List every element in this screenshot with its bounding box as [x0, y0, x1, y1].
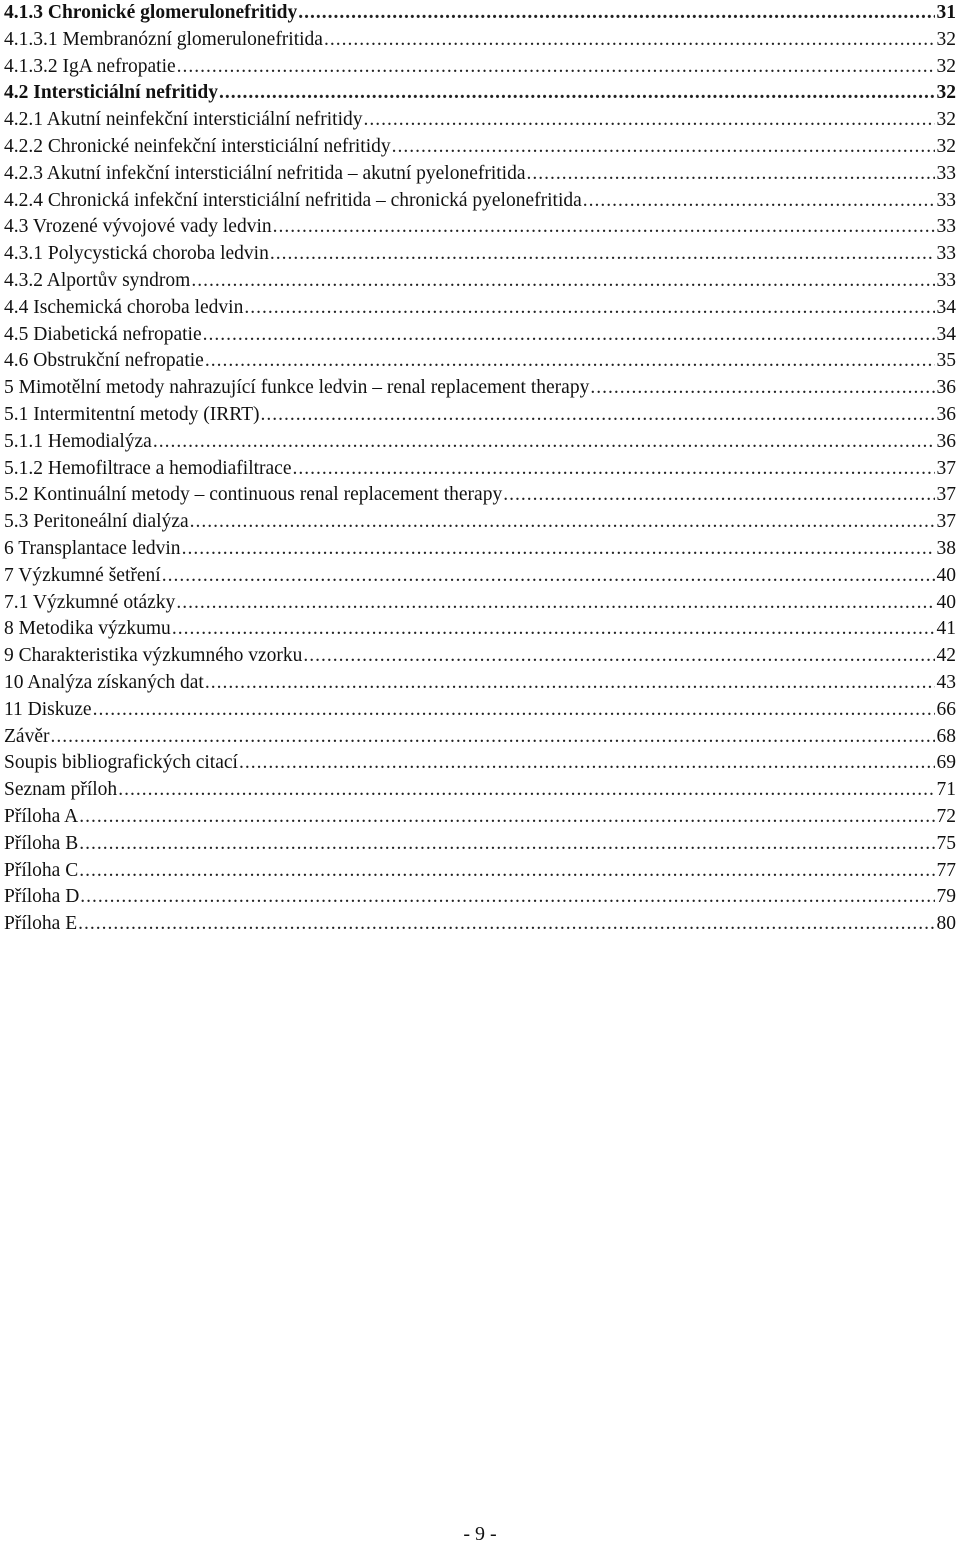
toc-entry-page: 36: [936, 377, 956, 399]
toc-entry-page: 68: [936, 725, 956, 747]
toc-dot-leader: [364, 107, 935, 134]
toc-entry[interactable]: [4, 0, 956, 27]
toc-entry-title: 4.6 Obstrukční nefropatie: [4, 350, 204, 372]
toc-entry-page: 33: [936, 243, 956, 265]
toc-entry-title: 7.1 Výzkumné otázky: [4, 591, 176, 613]
toc-entry-page: 35: [936, 350, 956, 372]
toc-dot-leader: [182, 536, 935, 563]
toc-dot-leader: [93, 697, 935, 724]
toc-entry-page: 32: [936, 109, 956, 131]
toc-entry-page: 77: [936, 859, 956, 881]
toc-dot-leader: [118, 777, 934, 804]
toc-dot-leader: [190, 509, 935, 536]
toc-entry[interactable]: [4, 831, 956, 858]
page-number: - 9 -: [463, 1523, 497, 1545]
toc-dot-leader: [219, 80, 935, 107]
toc-entry[interactable]: [4, 107, 956, 134]
toc-entry-page: 32: [936, 55, 956, 77]
toc-dot-leader: [205, 670, 935, 697]
toc-dot-leader: [78, 911, 934, 938]
toc-entry-page: 38: [936, 537, 956, 559]
toc-entry-title: 5 Mimotělní metody nahrazující funkce ledvin – renal replacement therapy: [4, 377, 590, 399]
toc-dot-leader: [392, 134, 935, 161]
toc-dot-leader: [203, 322, 935, 349]
table-of-contents: [4, 0, 956, 938]
toc-entry-page: 79: [936, 886, 956, 908]
toc-entry-page: 40: [936, 591, 956, 613]
toc-entry-title: Příloha C: [4, 859, 79, 881]
toc-entry-title: 4.2.1 Akutní neinfekční intersticiální nefritidy: [4, 109, 363, 131]
toc-dot-leader: [293, 456, 935, 483]
toc-entry-page: 71: [936, 779, 956, 801]
toc-entry-title: 4.1.3.2 IgA nefropatie: [4, 55, 176, 77]
toc-entry-title: 4.5 Diabetická nefropatie: [4, 323, 202, 345]
toc-entry-title: 10 Analýza získaných dat: [4, 671, 204, 693]
toc-entry[interactable]: [4, 750, 956, 777]
toc-entry-page: 34: [936, 296, 956, 318]
toc-entry-title: 4.4 Ischemická choroba ledvin: [4, 296, 244, 318]
toc-entry[interactable]: [4, 295, 956, 322]
toc-entry-title: 4.1.3.1 Membranózní glomerulonefritida: [4, 28, 323, 50]
toc-entry[interactable]: [4, 161, 956, 188]
toc-entry[interactable]: [4, 536, 956, 563]
toc-dot-leader: [244, 295, 934, 322]
toc-entry-page: 37: [936, 511, 956, 533]
toc-entry-page: 37: [936, 457, 956, 479]
toc-entry[interactable]: [4, 402, 956, 429]
toc-entry[interactable]: [4, 268, 956, 295]
toc-entry-title: 4.3.1 Polycystická choroba ledvin: [4, 243, 269, 265]
toc-entry[interactable]: [4, 456, 956, 483]
toc-dot-leader: [80, 884, 934, 911]
toc-entry[interactable]: [4, 348, 956, 375]
toc-entry-title: 4.1.3 Chronické glomerulonefritidy: [4, 2, 298, 23]
toc-entry[interactable]: [4, 884, 956, 911]
toc-entry[interactable]: [4, 911, 956, 938]
toc-entry-page: 41: [936, 618, 956, 640]
toc-entry[interactable]: [4, 670, 956, 697]
toc-entry-title: 5.1 Intermitentní metody (IRRT): [4, 403, 260, 425]
toc-entry-page: 72: [936, 805, 956, 827]
toc-entry-page: 75: [936, 832, 956, 854]
toc-entry-page: 36: [936, 403, 956, 425]
toc-dot-leader: [172, 616, 935, 643]
toc-entry-title: Seznam příloh: [4, 779, 118, 801]
toc-entry[interactable]: [4, 134, 956, 161]
toc-entry-page: 31: [936, 2, 956, 23]
toc-entry[interactable]: [4, 27, 956, 54]
toc-entry-title: 5.2 Kontinuální metody – continuous renal replacement therapy: [4, 484, 503, 506]
toc-entry-page: 42: [936, 645, 956, 667]
toc-entry-page: 32: [936, 135, 956, 157]
toc-entry[interactable]: [4, 322, 956, 349]
toc-entry[interactable]: [4, 697, 956, 724]
toc-dot-leader: [590, 375, 934, 402]
toc-entry-page: 32: [936, 28, 956, 50]
toc-entry[interactable]: [4, 482, 956, 509]
toc-entry[interactable]: [4, 241, 956, 268]
toc-entry[interactable]: [4, 858, 956, 885]
toc-entry-title: 5.3 Peritoneální dialýza: [4, 511, 189, 533]
toc-entry[interactable]: [4, 804, 956, 831]
toc-entry-title: Příloha D: [4, 886, 80, 908]
toc-entry-page: 69: [936, 752, 956, 774]
toc-entry[interactable]: [4, 643, 956, 670]
toc-entry-page: 37: [936, 484, 956, 506]
toc-entry[interactable]: [4, 429, 956, 456]
toc-entry-page: 34: [936, 323, 956, 345]
toc-dot-leader: [503, 482, 934, 509]
toc-entry-title: 8 Metodika výzkumu: [4, 618, 171, 640]
toc-entry-title: 11 Diskuze: [4, 698, 92, 720]
toc-entry[interactable]: [4, 724, 956, 751]
toc-dot-leader: [324, 27, 935, 54]
toc-entry-page: 33: [936, 216, 956, 238]
toc-entry-title: 5.1.1 Hemodialýza: [4, 430, 152, 452]
toc-dot-leader: [176, 590, 934, 617]
toc-dot-leader: [162, 563, 935, 590]
toc-entry-title: 6 Transplantace ledvin: [4, 537, 181, 559]
toc-entry-page: 40: [936, 564, 956, 586]
toc-entry-title: Příloha A: [4, 805, 79, 827]
toc-entry-title: 4.3.2 Alportův syndrom: [4, 269, 191, 291]
toc-entry[interactable]: [4, 616, 956, 643]
toc-entry[interactable]: [4, 188, 956, 215]
toc-entry-page: 32: [936, 82, 956, 104]
toc-dot-leader: [79, 804, 934, 831]
toc-entry-title: Příloha B: [4, 832, 79, 854]
toc-entry-title: 4.2.3 Akutní infekční intersticiální nefritida – akutní pyelonefritida: [4, 162, 526, 184]
toc-entry-title: 7 Výzkumné šetření: [4, 564, 161, 586]
toc-dot-leader: [239, 750, 935, 777]
toc-entry-title: 4.3 Vrozené vývojové vady ledvin: [4, 216, 272, 238]
toc-entry-title: Soupis bibliografických citací: [4, 752, 238, 774]
toc-dot-leader: [153, 429, 935, 456]
toc-dot-leader: [273, 214, 935, 241]
toc-entry[interactable]: [4, 214, 956, 241]
toc-dot-leader: [50, 724, 934, 751]
toc-entry-title: 4.2.4 Chronická infekční intersticiální nefritida – chronická pyelonefritida: [4, 189, 582, 211]
toc-entry-page: 80: [936, 913, 956, 935]
toc-entry-title: 5.1.2 Hemofiltrace a hemodiafiltrace: [4, 457, 292, 479]
toc-entry-page: 33: [936, 189, 956, 211]
toc-dot-leader: [261, 402, 935, 429]
toc-dot-leader: [298, 0, 934, 27]
toc-dot-leader: [191, 268, 934, 295]
toc-dot-leader: [79, 858, 934, 885]
toc-entry-page: 66: [936, 698, 956, 720]
toc-entry-page: 33: [936, 269, 956, 291]
toc-entry-page: 43: [936, 671, 956, 693]
toc-entry-title: 4.2.2 Chronické neinfekční intersticiální nefritidy: [4, 135, 391, 157]
toc-entry-title: Závěr: [4, 725, 50, 747]
toc-dot-leader: [303, 643, 934, 670]
toc-dot-leader: [177, 54, 935, 81]
toc-entry[interactable]: [4, 777, 956, 804]
toc-entry-page: 33: [936, 162, 956, 184]
toc-entry-title: Příloha E: [4, 913, 78, 935]
toc-entry-page: 36: [936, 430, 956, 452]
toc-entry[interactable]: [4, 375, 956, 402]
toc-entry-title: 4.2 Intersticiální nefritidy: [4, 82, 218, 104]
toc-entry[interactable]: [4, 590, 956, 617]
toc-dot-leader: [583, 188, 935, 215]
toc-entry[interactable]: [4, 509, 956, 536]
toc-dot-leader: [270, 241, 935, 268]
toc-entry[interactable]: [4, 80, 956, 107]
toc-dot-leader: [527, 161, 935, 188]
toc-entry[interactable]: [4, 563, 956, 590]
toc-entry[interactable]: [4, 54, 956, 81]
toc-entry-title: 9 Charakteristika výzkumného vzorku: [4, 645, 303, 667]
toc-dot-leader: [79, 831, 934, 858]
toc-dot-leader: [205, 348, 935, 375]
